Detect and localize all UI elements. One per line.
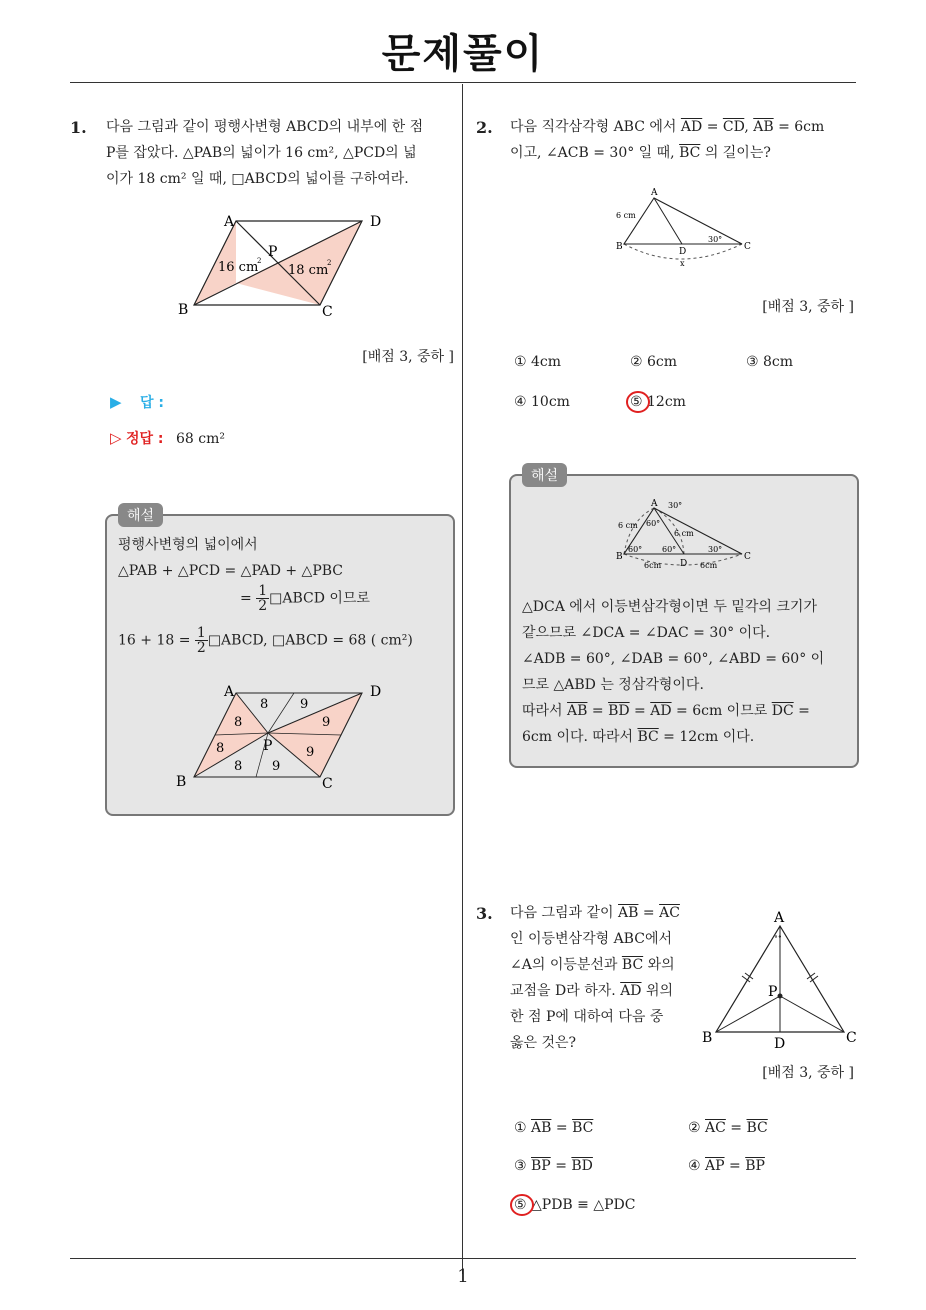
q2-choice-5[interactable]: ⑤ 12cm <box>630 394 686 410</box>
q1-fig-area2: 18 cm <box>288 263 329 278</box>
header-rule <box>70 82 856 83</box>
svg-text:C: C <box>846 1030 857 1046</box>
q1-correct-value: 68 cm² <box>175 431 225 447</box>
q1-explanation-text: 평행사변형의 넓이에서 △PAB + △PCD = △PAD + △PBC <box>118 537 343 579</box>
svg-text:8: 8 <box>216 741 225 756</box>
q1-score: [배점 3, 중하 ] <box>362 349 454 365</box>
svg-text:D: D <box>370 684 382 700</box>
svg-text:2: 2 <box>257 257 262 265</box>
q2-text: 다음 직각삼각형 ABC 에서 $\overline{AD} = \overline{CD}$, $\overline{AB} = 6cm$ 이고, ∠ACB = 30° 일 때, $\overline{BC}$ 의 길이는? <box>510 119 825 161</box>
hollow-arrow-icon: ▷ <box>110 429 122 447</box>
svg-text:B: B <box>616 242 623 252</box>
q1-figure <box>170 208 390 323</box>
svg-text:D: D <box>774 1036 786 1052</box>
svg-text:A: A <box>651 499 658 509</box>
q1-text: 다음 그림과 같이 평행사변형 ABCD의 내부에 한 점 P를 잡았다. △PAB의 넓이가 16 cm², △PCD의 넓 이가 18 cm² 일 때, □ABCD의 넓이를 구하여라. <box>106 119 424 187</box>
svg-text:9: 9 <box>306 745 315 760</box>
svg-text:A: A <box>224 684 235 700</box>
svg-text:8: 8 <box>260 697 269 712</box>
q3-text: 다음 그림과 같이 $\overline{AB} = \overline{AC}$ 인 이등변삼각형 ABC에서 ∠A의 이등분선과 $\overline{BC}$ 와의 교점을 D라 하자. $\overline{AD}$ 위의 한 점 P에 대하여 다음 중 옳은 것은? <box>510 905 680 1051</box>
svg-text:30°: 30° <box>708 235 723 244</box>
q3-choice-5[interactable]: ⑤ △PDB ≡ △PDC <box>514 1197 636 1213</box>
svg-text:9: 9 <box>300 697 309 712</box>
q2-choice-3[interactable]: ③ 8cm <box>746 354 794 370</box>
svg-text:D: D <box>679 247 687 257</box>
q2-choice-4[interactable]: ④ 10cm <box>514 394 570 410</box>
svg-text:C: C <box>744 552 751 562</box>
q1-correct-row: ▷ 정답 : 68 cm² <box>110 429 225 447</box>
q3-choice-3[interactable]: ③ $\overline{BP} = \overline{BD}$ <box>514 1158 593 1174</box>
q2-correct-circle-icon <box>624 388 652 416</box>
q3-figure <box>698 906 864 1052</box>
q1-fig-label-c: C <box>322 304 333 320</box>
svg-text:A: A <box>651 188 658 198</box>
svg-text:6 cm: 6 cm <box>618 521 638 530</box>
q3-choice-2[interactable]: ② $\overline{AC} = \overline{BC}$ <box>688 1120 768 1136</box>
q1-fig-label-b: B <box>178 302 189 318</box>
column-divider <box>462 84 463 1274</box>
q3-number: 3. <box>476 904 493 923</box>
svg-text:2: 2 <box>327 259 332 267</box>
svg-text:60°: 60° <box>628 545 643 554</box>
q1-fig-label-d: D <box>370 214 382 230</box>
svg-text:6cm: 6cm <box>700 561 718 570</box>
svg-text:30°: 30° <box>708 545 723 554</box>
q2-choice-2[interactable]: ② 6cm <box>630 354 678 370</box>
footer-rule <box>70 1258 856 1259</box>
svg-text:6cm: 6cm <box>644 561 662 570</box>
svg-text:6 cm: 6 cm <box>616 211 636 220</box>
q1-fig-area1: 16 cm <box>218 260 259 275</box>
svg-text:60°: 60° <box>662 545 677 554</box>
svg-text:C: C <box>322 776 333 792</box>
svg-text:30°: 30° <box>668 501 683 510</box>
svg-text:P: P <box>263 738 273 754</box>
page-title: 문제풀이 <box>381 31 545 77</box>
page-number: 1 <box>457 1266 469 1287</box>
svg-text:9: 9 <box>272 759 281 774</box>
q1-explain-line4: 16 + 18 = $\frac{1}{2}$ □ABCD, □ABCD = 68 ( cm²) <box>118 625 413 656</box>
svg-text:C: C <box>744 242 751 252</box>
q1-explain-line3: = $\frac{1}{2}$ □ABCD 이므로 <box>240 583 370 614</box>
q3-choice-4[interactable]: ④ $\overline{AP} = \overline{BP}$ <box>688 1158 765 1174</box>
q1-number: 1. <box>70 118 87 137</box>
q2-score: [배점 3, 중하 ] <box>762 299 854 315</box>
svg-text:6 cm: 6 cm <box>674 529 694 538</box>
q1-explain-tag: 해설 <box>118 503 163 527</box>
q2-figure <box>610 184 760 270</box>
q2-explain-figure <box>612 494 762 574</box>
q2-number: 2. <box>476 118 493 137</box>
svg-text:∘∘: ∘∘ <box>774 932 782 941</box>
svg-text:x: x <box>680 259 685 268</box>
q1-answer-row: ▶ 답 : <box>110 393 164 411</box>
svg-text:A: A <box>774 910 785 926</box>
svg-text:B: B <box>176 774 187 790</box>
q2-explain-tag: 해설 <box>522 463 567 487</box>
q3-choice-1[interactable]: ① $\overline{AB} = \overline{BC}$ <box>514 1120 594 1136</box>
q1-fig-label-a: A <box>224 214 235 230</box>
q3-correct-circle-icon <box>508 1191 536 1219</box>
play-arrow-icon: ▶ <box>110 393 122 411</box>
svg-text:9: 9 <box>322 715 331 730</box>
svg-text:P: P <box>768 984 778 1000</box>
svg-text:60°: 60° <box>646 519 661 528</box>
svg-text:D: D <box>680 559 688 569</box>
svg-text:B: B <box>616 552 623 562</box>
svg-text:8: 8 <box>234 759 243 774</box>
q1-explain-figure <box>170 680 390 795</box>
q2-choice-1[interactable]: ① 4cm <box>514 354 562 370</box>
q1-fig-label-p: P <box>268 244 278 260</box>
q3-score: [배점 3, 중하 ] <box>762 1065 854 1081</box>
q2-explanation-text: △DCA 에서 이등변삼각형이면 두 밑각의 크기가 같으므로 ∠DCA = ∠DAC = 30° 이다. ∠ADB = 60°, ∠DAB = 60°, ∠ABD = 60° 이 므로 △ABD 는 정삼각형이다. 따라서 $\overline{AB} = \overline{BD} = \overline{AD} = 6cm$ 이므로 $\overline{DC}$ = 6cm 이다. 따라서 $\overline{BC} = 12cm$ 이다. <box>522 599 825 745</box>
svg-text:B: B <box>702 1030 713 1046</box>
svg-text:8: 8 <box>234 715 243 730</box>
